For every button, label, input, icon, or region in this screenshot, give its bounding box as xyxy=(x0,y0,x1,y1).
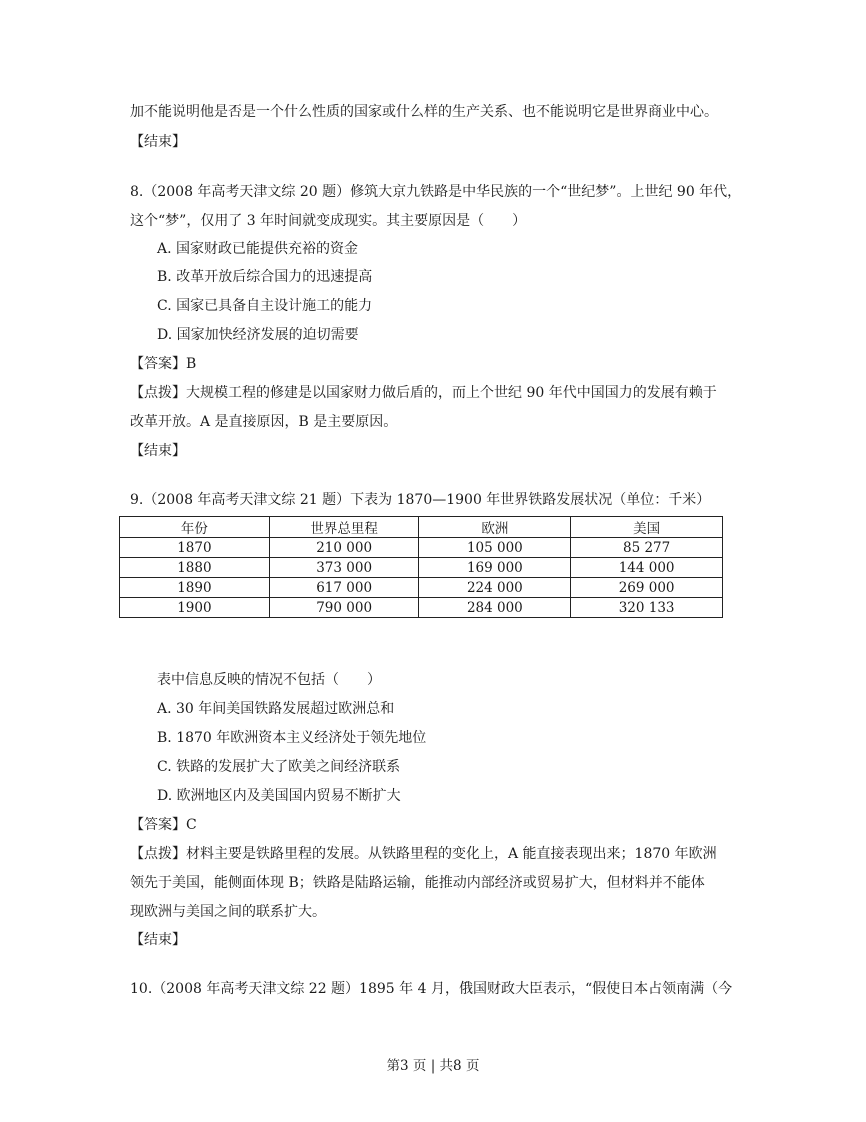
question-8-option-d: D. 国家加快经济发展的迫切需要 xyxy=(157,327,359,343)
question-8-end-marker: 【结束】 xyxy=(130,443,186,459)
table-cell: 269 000 xyxy=(571,578,723,598)
question-9-stem: 9.（2008 年高考天津文综 21 题）下表为 1870—1900 年世界铁路发展状况（单位：千米） xyxy=(130,492,711,508)
question-8-analysis-line-1: 【点拨】大规模工程的修建是以国家财力做后盾的，而上个世纪 90 年代中国国力的发展有赖于 xyxy=(130,385,717,401)
table-row xyxy=(120,578,723,598)
question-9-sub-stem: 表中信息反映的情况不包括（ ） xyxy=(157,672,381,688)
question-9-analysis-line-1: 【点拨】材料主要是铁路里程的发展。从铁路里程的变化上，A 能直接表现出来；1870 年欧洲 xyxy=(130,846,717,862)
table-cell: 373 000 xyxy=(269,558,419,578)
question-9-option-d: D. 欧洲地区内及美国国内贸易不断扩大 xyxy=(157,788,401,804)
table-header-cell: 欧洲 xyxy=(419,517,571,538)
continued-text: 加不能说明他是否是一个什么性质的国家或什么样的生产关系、也不能说明它是世界商业中心。 xyxy=(130,104,718,120)
table-cell: 1880 xyxy=(120,558,270,578)
question-8-option-b: B. 改革开放后综合国力的迅速提高 xyxy=(157,269,373,285)
table-cell: 790 000 xyxy=(269,598,419,618)
table-cell: 617 000 xyxy=(269,578,419,598)
table-cell: 1870 xyxy=(120,538,270,558)
question-9-end-marker: 【结束】 xyxy=(130,932,186,948)
table-cell: 1890 xyxy=(120,578,270,598)
table-cell: 1900 xyxy=(120,598,270,618)
question-8-stem-line-2: 这个“梦”，仅用了 3 年时间就变成现实。其主要原因是（ ） xyxy=(130,213,527,229)
table-row xyxy=(120,558,723,578)
table-cell: 320 133 xyxy=(571,598,723,618)
question-8-option-c: C. 国家已具备自主设计施工的能力 xyxy=(157,298,373,314)
question-8-analysis-line-2: 改革开放。A 是直接原因，B 是主要原因。 xyxy=(130,414,398,430)
table-header-cell: 年份 xyxy=(120,517,270,538)
table-cell: 224 000 xyxy=(419,578,571,598)
page-footer: 第3 页 | 共8 页 xyxy=(386,1058,480,1074)
table-cell: 210 000 xyxy=(269,538,419,558)
table-cell: 105 000 xyxy=(419,538,571,558)
table-cell: 85 277 xyxy=(571,538,723,558)
table-cell: 144 000 xyxy=(571,558,723,578)
question-8-stem-line-1: 8.（2008 年高考天津文综 20 题）修筑大京九铁路是中华民族的一个“世纪梦”。上世纪 90 年代， xyxy=(130,184,742,200)
table-row xyxy=(120,598,723,618)
end-marker: 【结束】 xyxy=(130,134,186,150)
question-9-answer: 【答案】C xyxy=(130,817,197,833)
table-cell: 169 000 xyxy=(419,558,571,578)
question-9-option-c: C. 铁路的发展扩大了欧美之间经济联系 xyxy=(157,759,401,775)
question-10-stem: 10.（2008 年高考天津文综 22 题）1895 年 4 月，俄国财政大臣表示，“假使日本占领南满（今 xyxy=(130,981,733,997)
question-9-analysis-line-3: 现欧洲与美国之间的联系扩大。 xyxy=(130,904,326,920)
question-9-option-a: A. 30 年间美国铁路发展超过欧洲总和 xyxy=(157,701,395,717)
railway-data-table xyxy=(119,516,723,618)
question-8-option-a: A. 国家财政已能提供充裕的资金 xyxy=(157,241,359,257)
table-row xyxy=(120,538,723,558)
table-header-cell: 世界总里程 xyxy=(269,517,419,538)
question-9-option-b: B. 1870 年欧洲资本主义经济处于领先地位 xyxy=(157,730,427,746)
question-8-answer: 【答案】B xyxy=(130,356,197,372)
table-header-cell: 美国 xyxy=(571,517,723,538)
table-cell: 284 000 xyxy=(419,598,571,618)
question-9-analysis-line-2: 领先于美国，能侧面体现 B；铁路是陆路运输，能推动内部经济或贸易扩大，但材料并不能体 xyxy=(130,875,705,891)
table-header-row xyxy=(120,517,723,538)
